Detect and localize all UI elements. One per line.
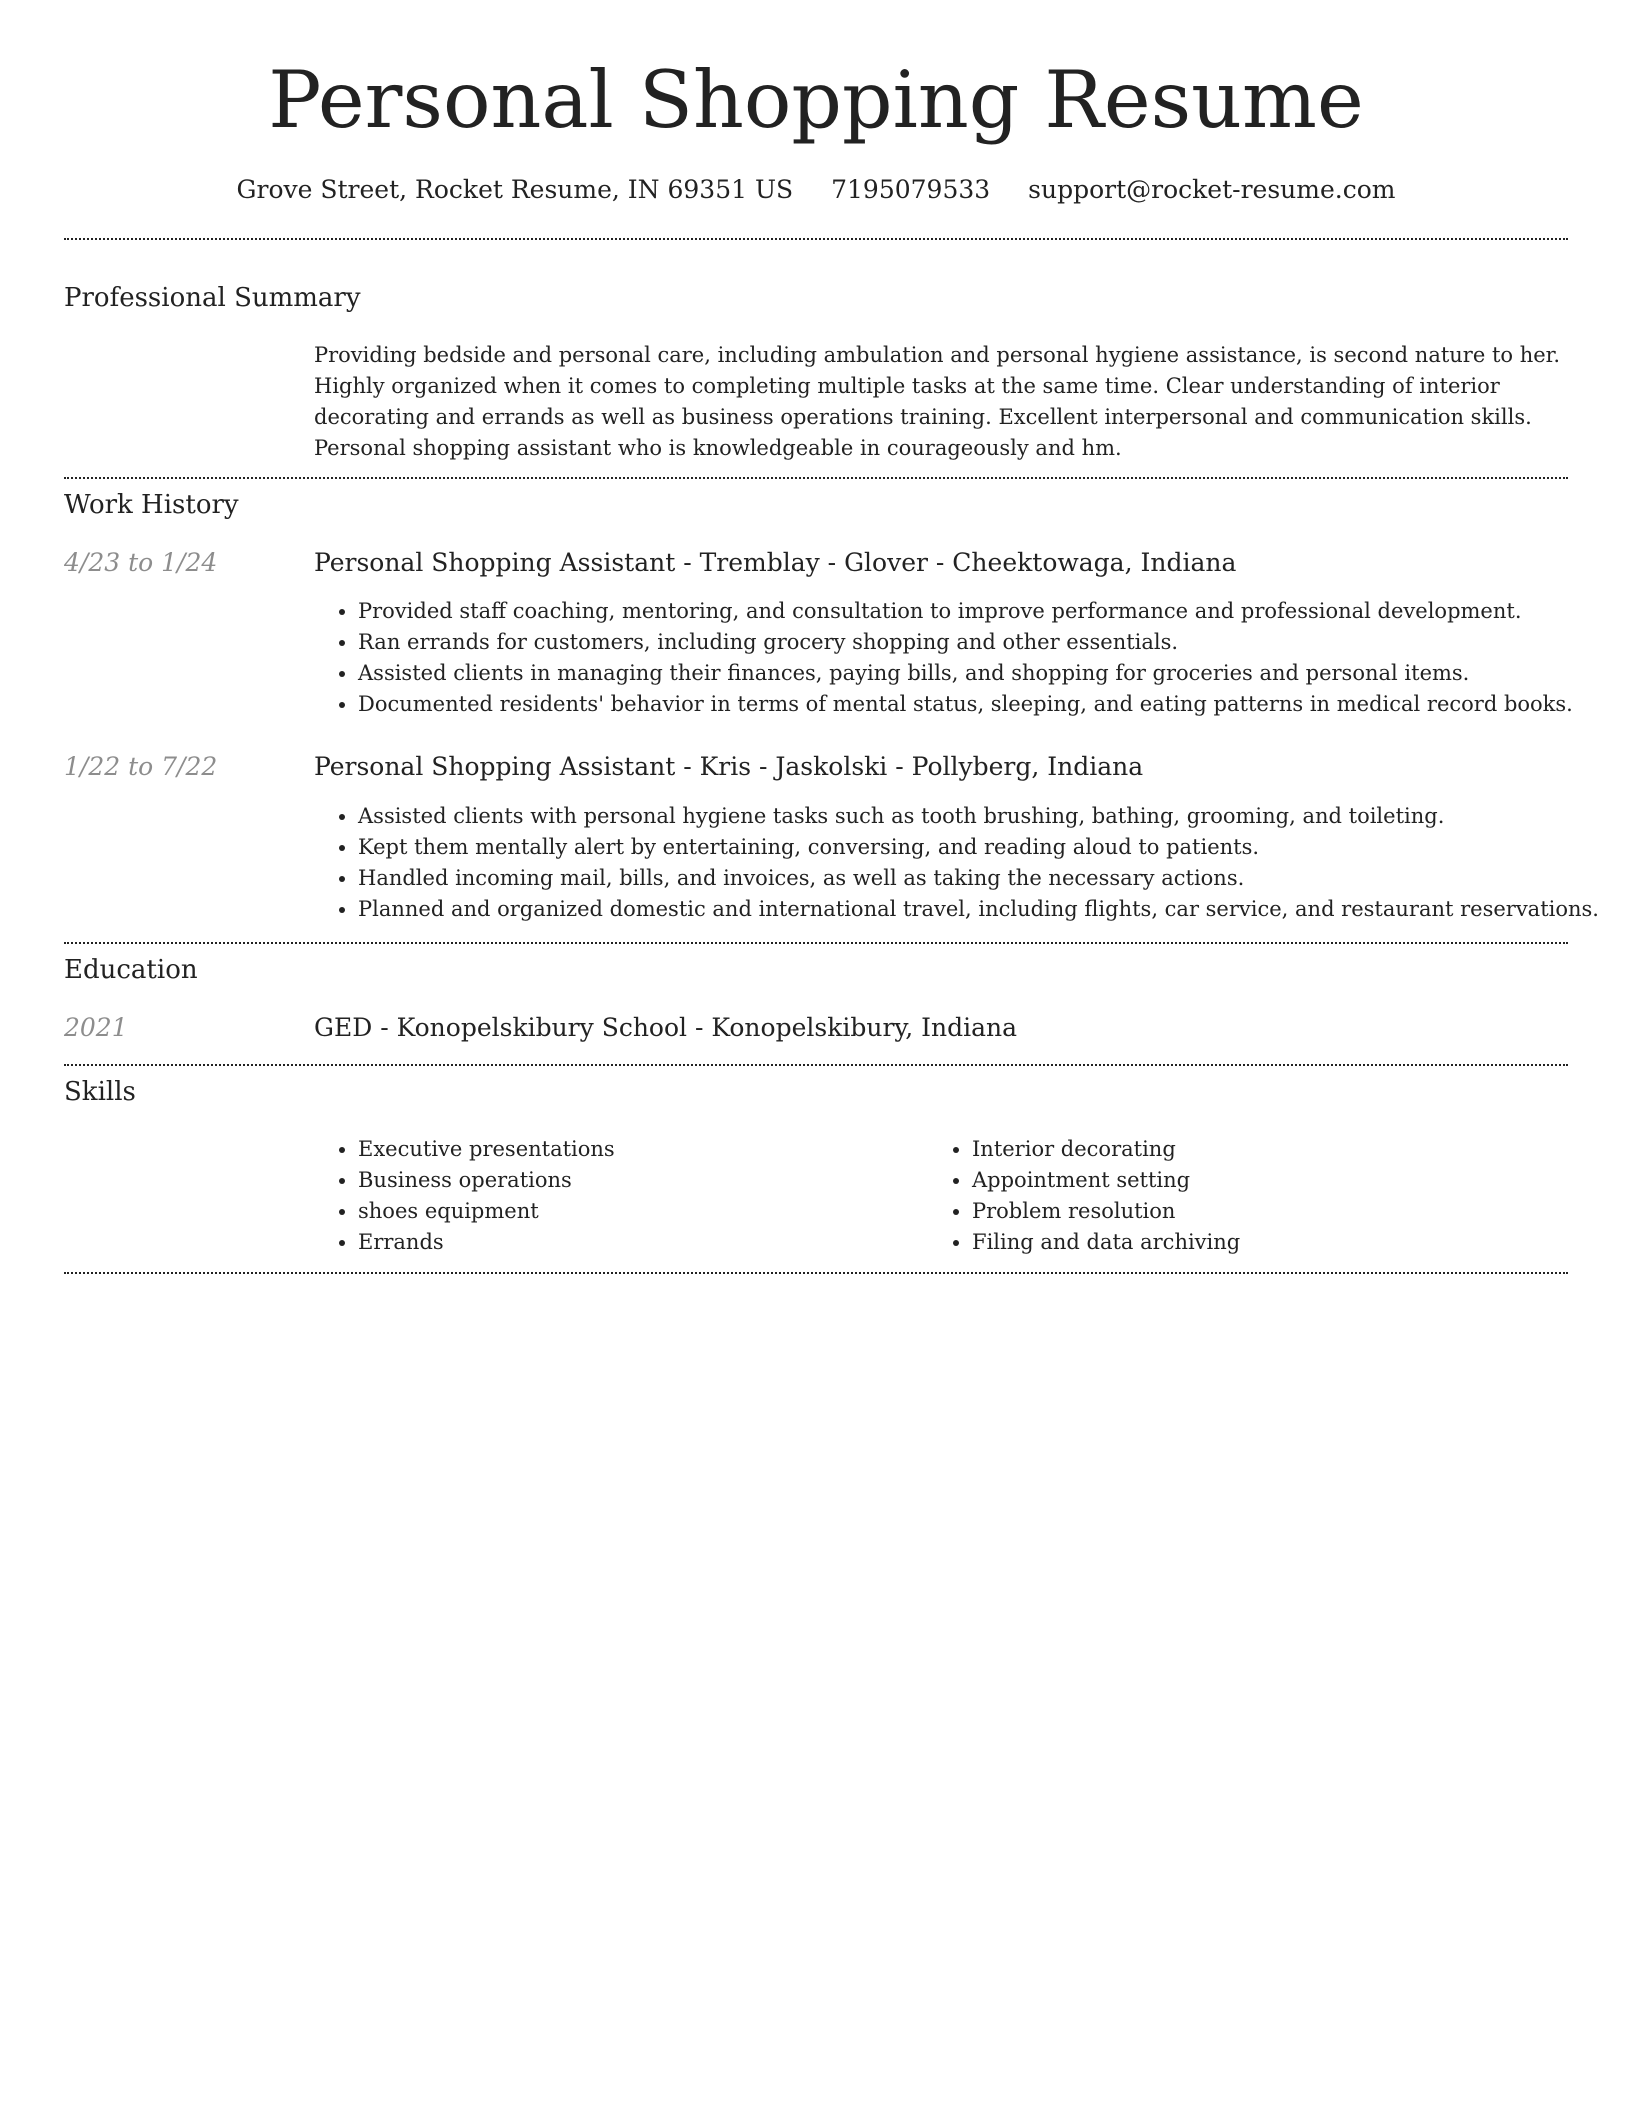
job-bullets [314, 596, 1614, 720]
list-item: • Problem resolution [972, 1196, 1572, 1227]
list-item: • Provided staff coaching, mentoring, and consultation to improve performance and professional development. [358, 596, 1614, 627]
contact-email: support@rocket-resume.com [1028, 175, 1396, 204]
list-item: • Executive presentations [358, 1134, 918, 1165]
contact-phone: 7195079533 [831, 175, 991, 204]
education-heading: Education [64, 955, 198, 985]
job-title: Personal Shopping Assistant - Kris - Jaskolski - Pollyberg, Indiana [314, 752, 1144, 781]
skills-heading: Skills [64, 1077, 136, 1107]
summary-heading: Professional Summary [64, 283, 361, 313]
list-item: • Documented residents' behavior in terms of mental status, sleeping, and eating patterns in medical record books. [358, 689, 1614, 720]
divider [64, 238, 1568, 240]
list-item: • Ran errands for customers, including grocery shopping and other essentials. [358, 627, 1614, 658]
resume-title: Personal Shopping Resume [268, 54, 1364, 146]
list-item: • Appointment setting [972, 1165, 1572, 1196]
job-bullets [314, 801, 1614, 925]
list-item: • shoes equipment [358, 1196, 918, 1227]
list-item: • Filing and data archiving [972, 1227, 1572, 1258]
summary-text: Providing bedside and personal care, including ambulation and personal hygiene assistance, is second nature to her. Highly organized when it comes to completing multiple tasks at the same time. Clear understanding of interior decorating and errands as well as business operations training. Excellent interpersonal and communication skills. Personal shopping assistant who is knowledgeable in courageously and hm. [314, 343, 1561, 460]
job-dates: 4/23 to 1/24 [64, 548, 218, 577]
job-title: Personal Shopping Assistant - Tremblay - Glover - Cheektowaga, Indiana [314, 548, 1237, 577]
divider [64, 1064, 1568, 1066]
list-item: • Business operations [358, 1165, 918, 1196]
skills-list-left [314, 1134, 918, 1258]
contact-line [0, 168, 1632, 212]
divider [64, 942, 1568, 944]
education-degree: GED - Konopelskibury School - Konopelskibury, Indiana [314, 1013, 1017, 1042]
list-item: • Kept them mentally alert by entertaining, conversing, and reading aloud to patients. [358, 832, 1614, 863]
list-item: • Interior decorating [972, 1134, 1572, 1165]
list-item: • Handled incoming mail, bills, and invoices, as well as taking the necessary actions. [358, 863, 1614, 894]
skills-list-right [928, 1134, 1572, 1258]
list-item: • Errands [358, 1227, 918, 1258]
work-history-heading: Work History [64, 490, 239, 520]
job-dates: 1/22 to 7/22 [64, 752, 218, 781]
divider [64, 477, 1568, 479]
education-year: 2021 [64, 1013, 128, 1042]
list-item: • Planned and organized domestic and international travel, including flights, car service, and restaurant reservations. [358, 894, 1614, 925]
list-item: • Assisted clients with personal hygiene tasks such as tooth brushing, bathing, grooming, and toileting. [358, 801, 1614, 832]
divider [64, 1272, 1568, 1274]
list-item: • Assisted clients in managing their finances, paying bills, and shopping for groceries and personal items. [358, 658, 1614, 689]
contact-address: Grove Street, Rocket Resume, IN 69351 US [236, 175, 794, 204]
